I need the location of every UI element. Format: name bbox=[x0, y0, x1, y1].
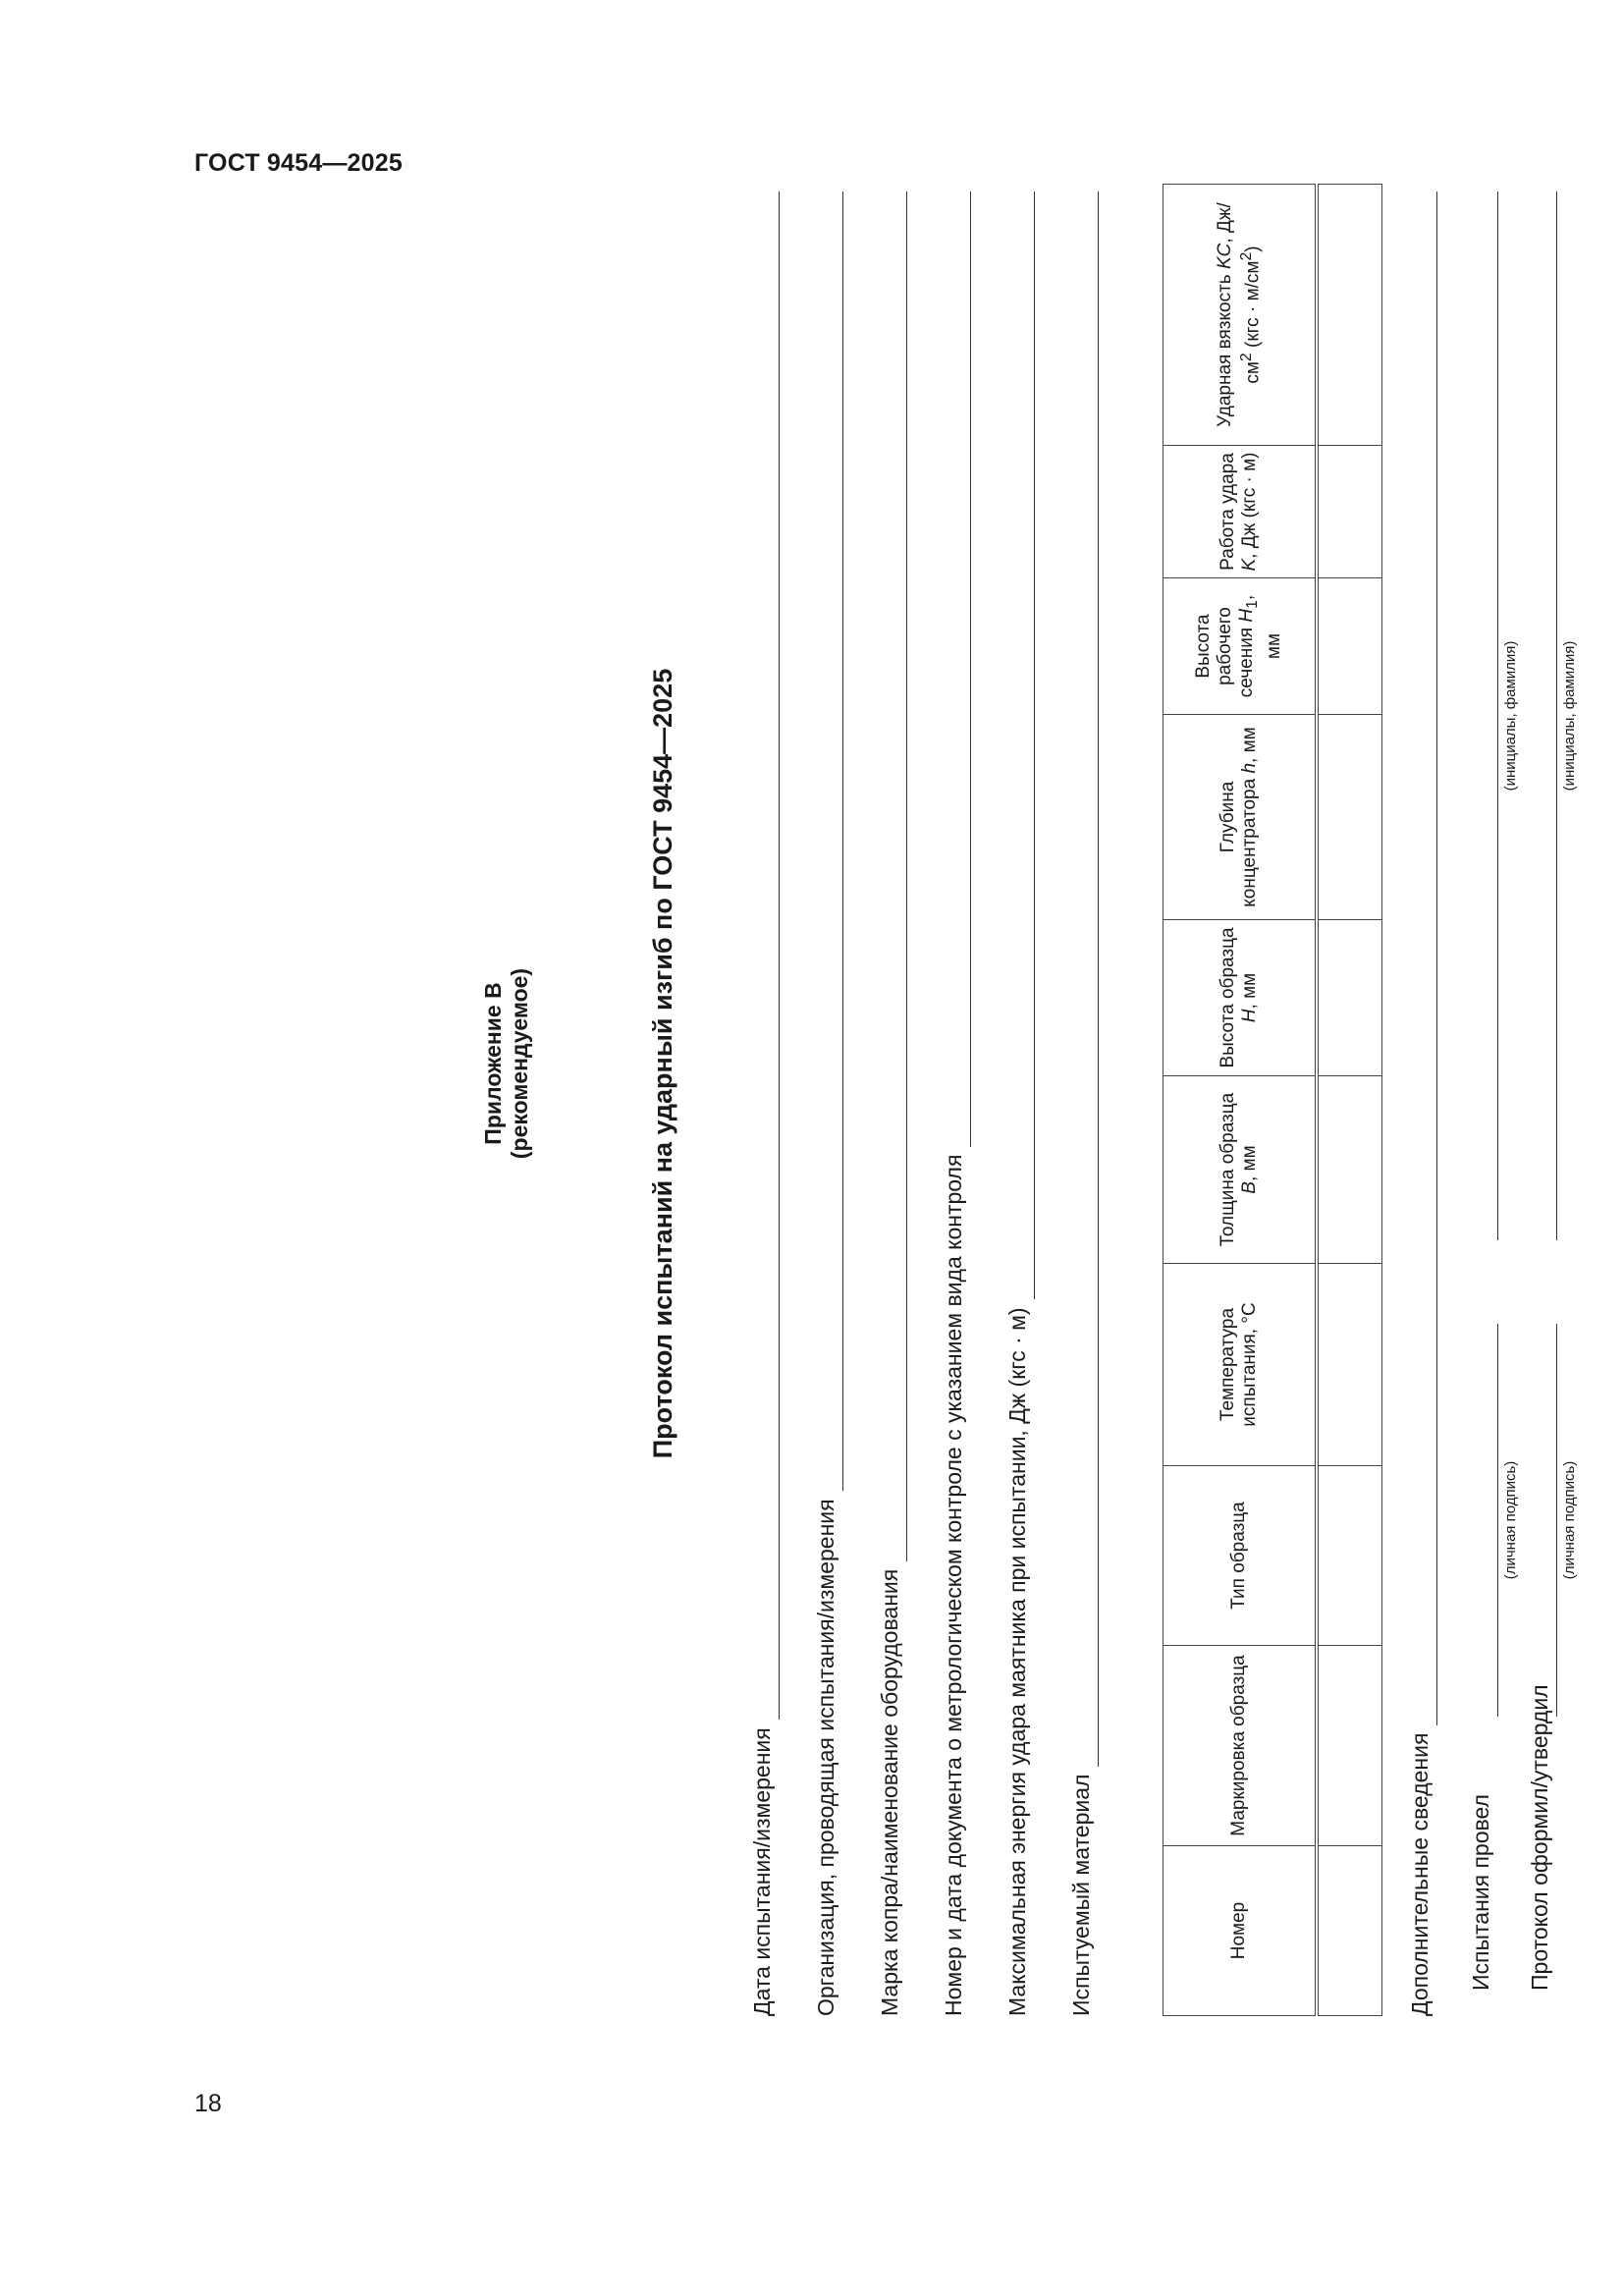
table-cell[interactable] bbox=[1317, 1466, 1382, 1646]
field-label: Номер и дата документа о метрологическом контроле с указанием вида контроля bbox=[941, 1154, 966, 2016]
signature-role: Протокол оформил/утвердил bbox=[1527, 1684, 1552, 1991]
name-caption: (инициалы, фамилия) bbox=[1561, 640, 1578, 792]
col-header-thickness: Толщина образца B, мм bbox=[1163, 1076, 1317, 1264]
page-number: 18 bbox=[194, 2090, 222, 2117]
field-test-date[interactable] bbox=[748, 191, 780, 2016]
field-label: Марка копра/наименование оборудования bbox=[877, 1568, 902, 2016]
table-cell[interactable] bbox=[1317, 920, 1382, 1076]
table-cell[interactable] bbox=[1317, 1646, 1382, 1846]
fill-line[interactable] bbox=[1067, 191, 1099, 1767]
table-cell[interactable] bbox=[1317, 1076, 1382, 1264]
signature-line[interactable] bbox=[1497, 1324, 1498, 1717]
table-header-row bbox=[1163, 185, 1317, 2016]
field-label: Организация, проводящая испытания/измерения bbox=[813, 1499, 839, 2016]
appendix-status: (рекомендуемое) bbox=[507, 967, 532, 1160]
protocol-table bbox=[1163, 184, 1382, 2016]
field-max-energy[interactable] bbox=[1003, 191, 1035, 2016]
table-cell[interactable] bbox=[1317, 1264, 1382, 1466]
field-metrology-document[interactable] bbox=[940, 191, 971, 2016]
protocol-title: Протокол испытаний на ударный изгиб по ГОСТ 9454—2025 bbox=[648, 668, 677, 1459]
table-cell[interactable] bbox=[1317, 578, 1382, 715]
document-header: ГОСТ 9454—2025 bbox=[194, 149, 403, 177]
fill-line[interactable] bbox=[940, 191, 971, 1147]
name-line[interactable] bbox=[1497, 191, 1498, 1240]
signature-role: Испытания провел bbox=[1468, 1794, 1493, 1991]
field-label: Испытуемый материал bbox=[1068, 1774, 1094, 2016]
col-header-impact-strength: Ударная вязкость KC, $Дж/см^2$ $(кгс \cdot м/см^2)$ bbox=[1163, 185, 1317, 446]
table-cell[interactable] bbox=[1317, 715, 1382, 920]
signature-caption: (личная подпись) bbox=[1561, 1460, 1578, 1580]
col-header-height: Высота образца H, мм bbox=[1163, 920, 1317, 1076]
fill-line[interactable] bbox=[1003, 191, 1035, 1299]
col-header-impact-work: Работа удара K, Дж (кгс · м) bbox=[1163, 446, 1317, 578]
field-label: Максимальная энергия удара маятника при испытании, Дж (кгс · м) bbox=[1004, 1307, 1030, 2016]
fill-line[interactable] bbox=[1406, 191, 1437, 1725]
name-caption: (инициалы, фамилия) bbox=[1502, 640, 1519, 792]
field-label: Дата испытания/измерения bbox=[749, 1727, 775, 2016]
field-equipment[interactable] bbox=[876, 191, 907, 2016]
fill-line[interactable] bbox=[748, 191, 780, 1720]
name-line[interactable] bbox=[1556, 191, 1557, 1240]
col-header-number: Номер bbox=[1163, 1846, 1317, 2016]
fill-line[interactable] bbox=[876, 191, 907, 1561]
signature-line[interactable] bbox=[1556, 1324, 1557, 1717]
appendix-title: Приложение В bbox=[480, 982, 506, 1145]
field-label: Дополнительные сведения bbox=[1407, 1732, 1433, 2016]
signature-row-approved-by bbox=[1524, 191, 1557, 2016]
col-header-marking: Маркировка образца bbox=[1163, 1646, 1317, 1846]
field-organization[interactable] bbox=[812, 191, 843, 2016]
field-additional-info[interactable] bbox=[1406, 191, 1437, 2016]
table-row bbox=[1317, 185, 1382, 2016]
signature-row-tested-by bbox=[1465, 191, 1498, 2016]
protocol-form bbox=[473, 111, 1583, 2016]
table-cell[interactable] bbox=[1317, 1846, 1382, 2016]
table-cell[interactable] bbox=[1317, 185, 1382, 446]
signature-caption: (личная подпись) bbox=[1502, 1460, 1519, 1580]
col-header-sample-type: Тип образца bbox=[1163, 1466, 1317, 1646]
col-header-temperature: Температура испытания, °С bbox=[1163, 1264, 1317, 1466]
table-cell[interactable] bbox=[1317, 446, 1382, 578]
field-material[interactable] bbox=[1067, 191, 1099, 2016]
appendix-heading bbox=[480, 111, 533, 2016]
col-header-notch-depth: Глубина концентратора h, мм bbox=[1163, 715, 1317, 920]
fill-line[interactable] bbox=[812, 191, 843, 1491]
col-header-working-height: Высота рабочего сечения $H_1$, мм bbox=[1163, 578, 1317, 715]
